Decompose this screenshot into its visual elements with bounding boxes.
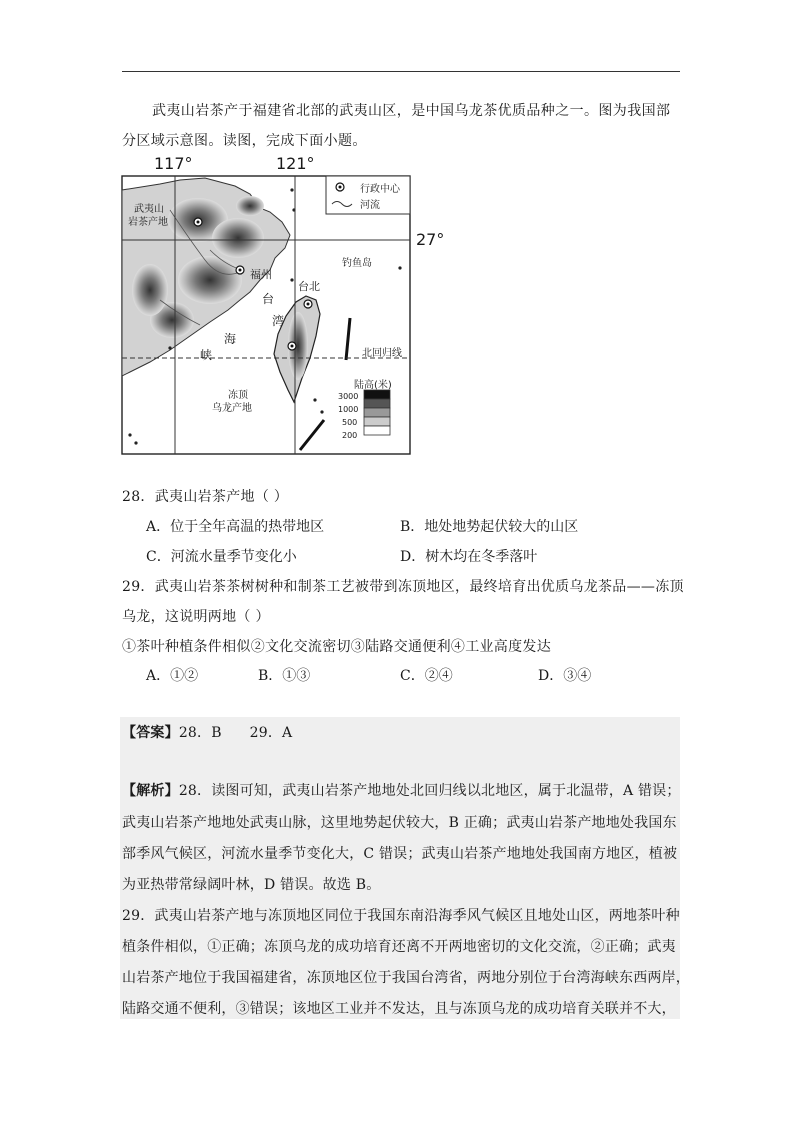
relief-5 [132, 264, 168, 316]
tropic-label: 北回归线 [362, 348, 402, 359]
q28-option-d: D．树木均在冬季落叶 [400, 549, 538, 565]
diaoyu-label: 钓鱼岛 [342, 258, 372, 269]
elevation-legend-title: 陆高(米) [354, 380, 392, 391]
wuyi-label-line2: 岩茶产地 [128, 217, 168, 228]
fuzhou-label: 福州 [250, 268, 272, 281]
q29-option-b: B．①③ [258, 668, 311, 684]
lat-27-label: 27° [416, 230, 445, 249]
strait-label-4: 峡 [200, 348, 213, 362]
q29-stem-line1: 29．武夷山岩茶茶树树种和制茶工艺被带到冻顶地区，最终培育出优质乌龙茶品——冻顶 [122, 579, 684, 595]
legend-river-label: 河流 [360, 200, 380, 211]
top-rule [122, 71, 680, 72]
relief-2 [212, 218, 264, 258]
analysis-line-2: 武夷山岩茶产地地处武夷山脉，这里地势起伏较大，B 正确；武夷山岩茶产地地处我国东 [122, 815, 677, 831]
map-graphic [110, 150, 450, 460]
relief-3 [178, 256, 242, 304]
q29-option-a: A．①② [146, 668, 199, 684]
q28-option-a: A．位于全年高温的热带地区 [146, 519, 325, 535]
analysis-line-6: 植条件相似，①正确；冻顶乌龙的成功培育还离不开两地密切的文化交流，②正确；武夷 [122, 939, 676, 955]
q28-option-c: C．河流水量季节变化小 [146, 549, 297, 565]
answer-row [122, 722, 292, 742]
lon-117-label: 117° [154, 154, 193, 173]
dongding-label-line1: 冻顶 [228, 390, 248, 401]
q28-stem: 28．武夷山岩茶产地（ ） [122, 489, 289, 505]
lon-121-label: 121° [276, 154, 315, 173]
elev-200: 200 [342, 431, 358, 440]
elev-500: 500 [342, 418, 358, 427]
elev-1000: 1000 [338, 405, 359, 414]
analysis-line-5: 29．武夷山岩茶产地与冻顶地区同位于我国东南沿海季风气候区且地处山区，两地茶叶种 [122, 908, 680, 924]
strait-label-1: 台 [262, 292, 275, 306]
elev-3000: 3000 [338, 392, 359, 401]
q29-option-c: C．②④ [400, 668, 453, 684]
analysis-tag: 【解析】 [122, 783, 179, 799]
analysis-text-1: 28．读图可知，武夷山岩茶产地地处北回归线以北地区，属于北温带，A 错误； [178, 783, 681, 799]
answer-tag: 【答案】 [122, 725, 179, 741]
taibei-label: 台北 [298, 280, 320, 293]
analysis-line-1 [122, 780, 681, 800]
q28-option-b: B．地处地势起伏较大的山区 [400, 519, 579, 535]
q29-conditions: ①茶叶种植条件相似②文化交流密切③陆路交通便利④工业高度发达 [122, 639, 551, 655]
q29-stem-line2: 乌龙，这说明两地（ ） [122, 609, 270, 625]
strait-label-2: 湾 [272, 314, 285, 328]
analysis-line-8: 陆路交通不便利，③错误；该地区工业并不发达，且与冻顶乌龙的成功培育关联并不大， [122, 1001, 676, 1017]
strait-label-3: 海 [224, 332, 237, 346]
q29-option-d: D．③④ [538, 668, 592, 684]
analysis-line-3: 部季风气候区，河流水量季节变化大，C 错误；武夷山岩茶产地地处我国南方地区，植被 [122, 846, 678, 862]
intro-paragraph: 武夷山岩茶产于福建省北部的武夷山区，是中国乌龙茶优质品种之一。图为我国部分区域示意图。读图，完成下面小题。 [122, 103, 671, 149]
analysis-line-4: 为亚热带常绿阔叶林，D 错误。故选 B。 [122, 877, 381, 893]
dongding-label-line2: 乌龙产地 [212, 403, 252, 414]
region-map [110, 150, 450, 460]
analysis-line-7: 山岩茶产地位于我国福建省，冻顶地区位于我国台湾省，两地分别位于台湾海峡东西两岸， [122, 970, 690, 986]
legend-admin-label: 行政中心 [360, 184, 400, 195]
relief-6 [236, 196, 264, 216]
answer-text: 28．B 29．A [178, 725, 293, 741]
wuyi-label-line1: 武夷山 [134, 204, 164, 215]
